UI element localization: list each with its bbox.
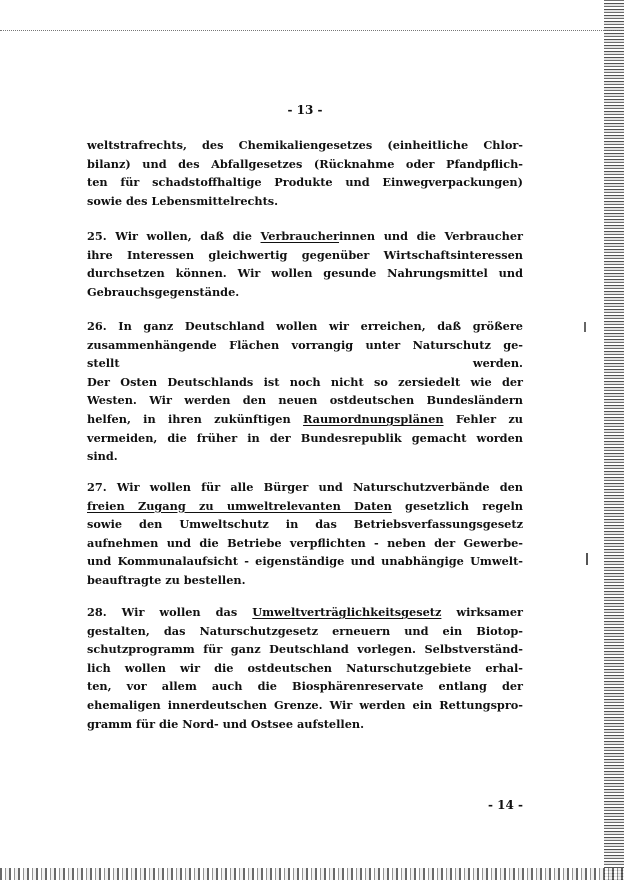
text-line: 28. Wir wollen das Umweltverträglichkeitsgesetz wirksamer bbox=[87, 605, 523, 619]
text-line: Westen. Wir werden den neuen ostdeutschen Bundesländern bbox=[87, 393, 523, 408]
text-line: durchsetzen können. Wir wollen gesunde Nahrungsmittel und bbox=[87, 266, 523, 281]
scan-mark bbox=[584, 322, 586, 332]
text-line: zusammenhängende Flächen vorrangig unter Naturschutz ge- bbox=[87, 337, 523, 352]
text-line: ehemaligen innerdeutschen Grenze. Wir werden ein Rettungspro- bbox=[87, 697, 523, 712]
text-line: ten für schadstoffhaltige Produkte und Einwegverpackungen) bbox=[87, 175, 523, 190]
text-line: ten, vor allem auch die Biosphärenreservate entlang der bbox=[87, 679, 523, 694]
paragraph-26 bbox=[87, 317, 523, 466]
text-line: sowie den Umweltschutz in das Betriebsverfassungsgesetz bbox=[87, 517, 523, 532]
text-line: Der Osten Deutschlands ist noch nicht so zersiedelt wie der bbox=[87, 374, 523, 389]
text-line: und Kommunalaufsicht - eigenständige und unabhängige Umwelt- bbox=[87, 554, 523, 569]
underlined-term: Verbraucher bbox=[260, 229, 340, 243]
paragraph-27 bbox=[87, 478, 523, 590]
text-line: freien Zugang zu umweltrelevanten Daten gesetzlich regeln bbox=[87, 498, 523, 513]
scan-mark bbox=[586, 553, 588, 565]
scan-right-edge bbox=[604, 0, 624, 880]
text-line: aufnehmen und die Betriebe verpflichten - neben der Gewerbe- bbox=[87, 535, 523, 550]
page-number: - 13 - bbox=[287, 103, 323, 117]
paragraph-intro bbox=[87, 136, 523, 210]
text-line: 25. Wir wollen, daß die Verbraucherinnen und die Verbraucher bbox=[87, 229, 523, 243]
underlined-term: freien Zugang zu umweltrelevanten Daten bbox=[87, 498, 392, 513]
text-line: lich wollen wir die ostdeutschen Naturschutzgebiete erhal- bbox=[87, 660, 523, 675]
text-line: Gebrauchsgegenstände. bbox=[87, 284, 240, 299]
text-line: vermeiden, die früher in der Bundesrepublik gemacht worden bbox=[87, 430, 523, 445]
text-line: stellt werden. bbox=[87, 356, 523, 371]
text-line: beauftragte zu bestellen. bbox=[87, 572, 246, 587]
text-line: ihre Interessen gleichwertig gegenüber Wirtschaftsinteressen bbox=[87, 247, 523, 262]
text-line: sind. bbox=[87, 449, 118, 464]
text-line: sowie des Lebensmittelrechts. bbox=[87, 193, 279, 208]
underlined-term: Umweltverträglichkeitsgesetz bbox=[252, 605, 442, 619]
text-line: bilanz) und des Abfallgesetzes (Rücknahme oder Pfandpflich- bbox=[87, 156, 523, 171]
text-line: gramm für die Nord- und Ostsee aufstellen. bbox=[87, 716, 365, 731]
text-line: gestalten, das Naturschutzgesetz erneuern und ein Biotop- bbox=[87, 623, 523, 638]
paragraph-28 bbox=[87, 603, 523, 733]
text-line: 27. Wir wollen für alle Bürger und Naturschutzverbände den bbox=[87, 480, 523, 494]
text-line: schutzprogramm für ganz Deutschland vorlegen. Selbstverständ- bbox=[87, 642, 523, 657]
document-page bbox=[87, 0, 523, 880]
text-line: 26. In ganz Deutschland wollen wir erreichen, daß größere bbox=[87, 319, 523, 333]
text-line: weltstrafrechts, des Chemikaliengesetzes (einheitliche Chlor- bbox=[87, 138, 523, 152]
underlined-term: Raumordnungsplänen bbox=[302, 411, 444, 426]
next-page-marker: - 14 - bbox=[487, 798, 523, 812]
text-line: helfen, in ihren zukünftigen Raumordnungsplänen Fehler zu bbox=[87, 411, 523, 426]
paragraph-25 bbox=[87, 227, 523, 301]
